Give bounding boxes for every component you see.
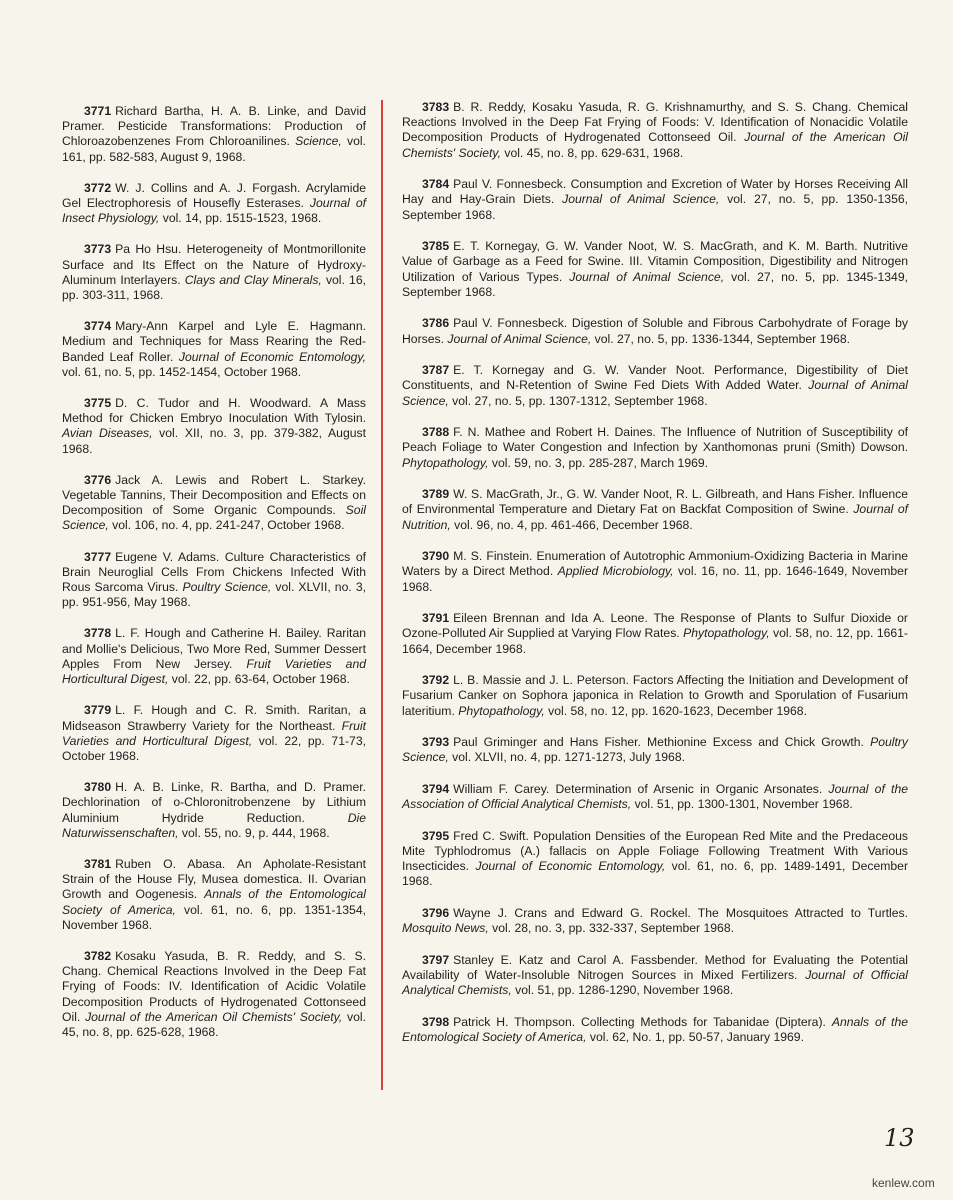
- citation-number: 3794: [422, 782, 450, 796]
- citation-number: 3773: [84, 242, 112, 257]
- citation-entry: [62, 626, 366, 687]
- citation-details: vol. 61, no. 6, pp. 1489-1491, December 1968.: [402, 859, 908, 889]
- citation-title: Stanley E. Katz and Carol A. Fassbender. Method for Evaluating the Potential Availability of Water-Insoluble Nitrogen Sources in Mixed Fertilizers.: [402, 952, 908, 982]
- citation-details: vol. 51, pp. 1300-1301, November 1968.: [634, 797, 853, 812]
- citation-source: Journal of Animal Science,: [562, 192, 720, 207]
- column-divider-rule: [381, 100, 383, 1090]
- citation-number: 3771: [84, 104, 112, 118]
- citation-number: 3783: [422, 100, 450, 114]
- citation-details: vol. 14, pp. 1515-1523, 1968.: [162, 211, 322, 226]
- citation-title: Eileen Brennan and Ida A. Leone. The Response of Plants to Sulfur Dioxide or Ozone-Polluted Air Supplied at Varying Flow Rates.: [402, 611, 908, 641]
- citation-details: vol. 45, no. 8, pp. 629-631, 1968.: [504, 145, 684, 160]
- citation-entry: [402, 906, 908, 936]
- citation-number: 3778: [84, 626, 112, 641]
- citation-details: vol. 51, pp. 1286-1290, November 1968.: [515, 983, 734, 998]
- citation-number: 3795: [422, 828, 450, 843]
- citation-details: vol. XII, no. 3, pp. 379-382, August 1968.: [62, 426, 366, 456]
- citation-entry: [62, 857, 366, 933]
- citation-source: Mosquito News,: [402, 921, 489, 936]
- citation-title: Paul V. Fonnesbeck. Consumption and Excretion of Water by Horses Receiving All Hay and Hay-Grain Diets.: [402, 177, 908, 207]
- citation-title: Paul V. Fonnesbeck. Digestion of Soluble and Fibrous Carbohydrate of Forage by Horses.: [402, 316, 908, 346]
- citation-title: Mary-Ann Karpel and Lyle E. Hagmann. Medium and Techniques for Mass Rearing the Red-Banded Leaf Roller.: [62, 319, 366, 364]
- citation-number: 3789: [422, 487, 450, 502]
- citation-source: Avian Diseases,: [62, 426, 153, 441]
- citation-source: Journal of Nutrition,: [402, 502, 908, 532]
- citation-details: vol. 55, no. 9, p. 444, 1968.: [181, 825, 330, 840]
- citation-details: vol. 59, no. 3, pp. 285-287, March 1969.: [491, 455, 709, 470]
- citation-source: Journal of the American Oil Chemists' Society,: [402, 130, 909, 160]
- citation-title: Wayne J. Crans and Edward G. Rockel. The Mosquitoes Attracted to Turtles.: [453, 906, 908, 920]
- citation-details: vol. 61, no. 6, pp. 1351-1354, November 1968.: [62, 902, 366, 932]
- citation-title: E. T. Kornegay and G. W. Vander Noot. Performance, Digestibility of Diet Constituents, and N-Retention of Swine Fed Diets With Added Water.: [402, 363, 908, 393]
- citation-details: vol. 22, pp. 63-64, October 1968.: [171, 672, 350, 687]
- citation-details: vol. XLVII, no. 3, pp. 951-956, May 1968.: [62, 580, 367, 610]
- citation-title: L. F. Hough and Catherine H. Bailey. Raritan and Mollie's Delicious, Two More Red, Summer Dessert Apples From New Jersey.: [62, 626, 366, 671]
- citation-source: Poultry Science,: [402, 735, 909, 765]
- citation-number: 3797: [422, 952, 450, 967]
- citation-title: Paul Griminger and Hans Fisher. Methionine Excess and Chick Growth.: [453, 735, 864, 750]
- citation-source: Soil Science,: [62, 503, 366, 533]
- citation-entry: [402, 782, 908, 812]
- citation-source: Science,: [295, 134, 342, 149]
- citation-title: Ruben O. Abasa. An Apholate-Resistant Strain of the House Fly, Musea domestica. II. Ovarian Growth and Oogenesis.: [62, 856, 366, 902]
- citation-number: 3788: [422, 425, 450, 440]
- citation-source: Journal of Economic Entomology,: [178, 349, 366, 364]
- citation-number: 3784: [422, 177, 450, 192]
- citation-title: W. J. Collins and A. J. Forgash. Acrylamide Gel Electrophoresis of Housefly Esterases.: [62, 180, 366, 211]
- citation-source: Annals of the Entomological Society of America,: [402, 1014, 908, 1044]
- citation-source: Phytopathology,: [458, 703, 545, 718]
- citation-source: Journal of Official Analytical Chemists,: [402, 968, 909, 998]
- citation-entry: [402, 953, 908, 999]
- citation-entry: [402, 100, 908, 161]
- citation-entry: [62, 703, 366, 764]
- page-number: 13: [884, 1124, 915, 1152]
- citation-entry: [402, 673, 908, 719]
- citation-entry: [62, 473, 366, 534]
- citation-details: vol. 58, no. 12, pp. 1620-1623, December 1968.: [548, 703, 807, 718]
- citation-title: D. C. Tudor and H. Woodward. A Mass Method for Chicken Embryo Inoculation With Tylosin.: [62, 396, 366, 426]
- citation-source: Journal of the American Oil Chemists' Society,: [85, 1009, 343, 1024]
- citation-source: Journal of Insect Physiology,: [62, 196, 366, 226]
- citation-details: vol. 16, pp. 303-311, 1968.: [62, 272, 366, 303]
- citation-details: vol. 62, No. 1, pp. 50-57, January 1969.: [589, 1030, 804, 1044]
- right-column: [402, 100, 908, 1062]
- citation-entry: [402, 425, 908, 471]
- citation-entry: [62, 550, 366, 611]
- citation-source: Journal of Animal Science,: [569, 269, 725, 284]
- citation-entry: [402, 735, 908, 765]
- citation-entry: [402, 487, 908, 533]
- citation-title: Patrick H. Thompson. Collecting Methods for Tabanidae (Diptera).: [453, 1014, 826, 1029]
- citation-title: W. S. MacGrath, Jr., G. W. Vander Noot, R. L. Gilbreath, and Hans Fisher. Influence of Environmental Temperature and Dietary Fat on Backfat Composition of Swine.: [402, 487, 908, 517]
- citation-details: vol. 45, no. 8, pp. 625-628, 1968.: [62, 1009, 366, 1039]
- citation-details: vol. 16, no. 11, pp. 1646-1649, November 1968.: [402, 564, 909, 594]
- citation-title: H. A. B. Linke, R. Bartha, and D. Pramer. Dechlorination of o-Chloronitrobenzene by Lithium Aluminium Hydride Reduction.: [62, 780, 366, 825]
- citation-details: vol. 27, no. 5, pp. 1307-1312, September 1968.: [452, 393, 708, 408]
- citation-entry: [402, 239, 908, 300]
- citation-details: vol. 61, no. 5, pp. 1452-1454, October 1968.: [62, 364, 302, 379]
- citation-number: 3774: [84, 319, 112, 334]
- citation-source: Applied Microbiology,: [557, 564, 674, 579]
- citation-source: Die Naturwissenschaften,: [62, 810, 366, 840]
- citation-details: vol. 96, no. 4, pp. 461-466, December 1968.: [454, 517, 693, 532]
- citation-title: Fred C. Swift. Population Densities of the European Red Mite and the Predaceous Mite Typhlodromus (A.) fallacis on Apple Foliage Following Treatment With Various Insecticides.: [402, 828, 908, 874]
- citation-number: 3796: [422, 906, 450, 920]
- citation-number: 3790: [422, 549, 450, 564]
- citation-number: 3793: [422, 735, 450, 750]
- citation-source: Journal of Animal Science,: [402, 378, 909, 408]
- citation-title: William F. Carey. Determination of Arsenic in Organic Arsonates.: [453, 782, 823, 796]
- citation-title: Pa Ho Hsu. Heterogeneity of Montmorillonite Surface and Its Effect on the Nature of Hydroxy-Aluminum Interlayers.: [62, 242, 366, 287]
- citation-source: Journal of the Association of Official Analytical Chemists,: [402, 782, 908, 812]
- citation-number: 3780: [84, 780, 112, 795]
- citation-source: Clays and Clay Minerals,: [184, 272, 322, 287]
- citation-details: vol. 106, no. 4, pp. 241-247, October 1968.: [112, 518, 345, 533]
- citation-title: M. S. Finstein. Enumeration of Autotrophic Ammonium-Oxidizing Bacteria in Marine Waters by a Direct Method.: [402, 549, 908, 579]
- citation-entry: [402, 829, 908, 890]
- citation-title: E. T. Kornegay, G. W. Vander Noot, W. S. MacGrath, and K. M. Barth. Nutritive Value of Garbage as a Feed for Swine. III. Vitamin Composition, Digestibility and Nitrogen Utilization of Various Types.: [402, 239, 908, 284]
- citation-source: Poultry Science,: [182, 580, 272, 595]
- citation-entry: [62, 242, 366, 303]
- citation-number: 3772: [84, 180, 112, 195]
- citation-entry: [62, 396, 366, 457]
- citation-entry: [62, 181, 366, 227]
- citation-entry: [402, 549, 908, 595]
- citation-number: 3798: [422, 1014, 450, 1029]
- citation-title: Jack A. Lewis and Robert L. Starkey. Vegetable Tannins, Their Decomposition and Effects on Decomposition of Some Organic Compounds.: [62, 472, 366, 518]
- citation-number: 3782: [84, 948, 112, 963]
- citation-title: Eugene V. Adams. Culture Characteristics of Brain Neuroglial Cells From Chickens Infected With Rous Sarcoma Virus.: [62, 549, 366, 595]
- citation-entry: [402, 1015, 908, 1045]
- citation-number: 3785: [422, 239, 450, 254]
- citation-details: vol. 58, no. 12, pp. 1661-1664, December 1968.: [402, 626, 908, 656]
- citation-entry: [62, 104, 366, 165]
- citation-number: 3786: [422, 316, 450, 331]
- citation-details: vol. 28, no. 3, pp. 332-337, September 1968.: [492, 921, 734, 936]
- citation-entry: [62, 319, 366, 380]
- citation-details: vol. 161, pp. 582-583, August 9, 1968.: [62, 134, 366, 164]
- citation-number: 3792: [422, 673, 450, 688]
- citation-source: Journal of Animal Science,: [447, 331, 592, 346]
- citation-number: 3787: [422, 363, 450, 378]
- citation-source: Phytopathology,: [402, 455, 489, 470]
- watermark: kenlew.com: [872, 1176, 935, 1190]
- citation-number: 3779: [84, 703, 112, 718]
- citation-entry: [62, 780, 366, 841]
- citation-entry: [402, 316, 908, 346]
- citation-title: F. N. Mathee and Robert H. Daines. The Influence of Nutrition of Susceptibility of Peach Foliage to Water Congestion and Infection by Xanthomonas pruni (Smith) Dowson.: [402, 425, 908, 455]
- citation-number: 3791: [422, 611, 450, 626]
- citation-details: vol. XLVII, no. 4, pp. 1271-1273, July 1968.: [452, 750, 685, 765]
- citation-entry: [62, 949, 366, 1040]
- citation-source: Journal of Economic Entomology,: [475, 859, 666, 874]
- left-column: [62, 104, 366, 1056]
- citation-entry: [402, 177, 908, 223]
- citation-title: Richard Bartha, H. A. B. Linke, and David Pramer. Pesticide Transformations: Production of Chloroazobenzenes From Chloroanilines.: [62, 104, 366, 149]
- citation-number: 3781: [84, 856, 112, 871]
- citation-source: Phytopathology,: [683, 626, 770, 641]
- citation-source: Annals of the Entomological Society of America,: [62, 887, 366, 917]
- citation-title: Kosaku Yasuda, B. R. Reddy, and S. S. Chang. Chemical Reactions Involved in the Deep Fat Frying of Foods: IV. Identification of Acidic Volatile Decomposition Products of Hydrogenated Cottonseed Oil.: [62, 948, 366, 1024]
- citation-number: 3775: [84, 396, 112, 411]
- citation-details: vol. 27, no. 5, pp. 1345-1349, September 1968.: [402, 269, 908, 299]
- citation-details: vol. 27, no. 5, pp. 1336-1344, September 1968.: [594, 331, 851, 346]
- citation-details: vol. 27, no. 5, pp. 1350-1356, September 1968.: [402, 192, 909, 222]
- citation-title: L. B. Massie and J. L. Peterson. Factors Affecting the Initiation and Development of Fusarium Canker on Sophora japonica in Relation to Growth and Sporulation of Fusarium lateritium.: [402, 673, 908, 718]
- citation-entry: [402, 611, 908, 657]
- citation-title: L. F. Hough and C. R. Smith. Raritan, a Midseason Strawberry Variety for the Northeast.: [62, 703, 366, 733]
- citation-title: B. R. Reddy, Kosaku Yasuda, R. G. Krishnamurthy, and S. S. Chang. Chemical Reactions Involved in the Deep Fat Frying of Foods: V. Identification of Nonacidic Volatile Decomposition Products of Hydrogenated Cottonseed Oil.: [402, 100, 908, 145]
- citation-entry: [402, 363, 908, 409]
- citation-number: 3777: [84, 549, 112, 564]
- citation-details: vol. 22, pp. 71-73, October 1968.: [62, 733, 366, 763]
- citation-number: 3776: [84, 472, 112, 487]
- citation-source: Fruit Varieties and Horticultural Digest,: [62, 656, 366, 687]
- citation-source: Fruit Varieties and Horticultural Digest,: [62, 718, 366, 748]
